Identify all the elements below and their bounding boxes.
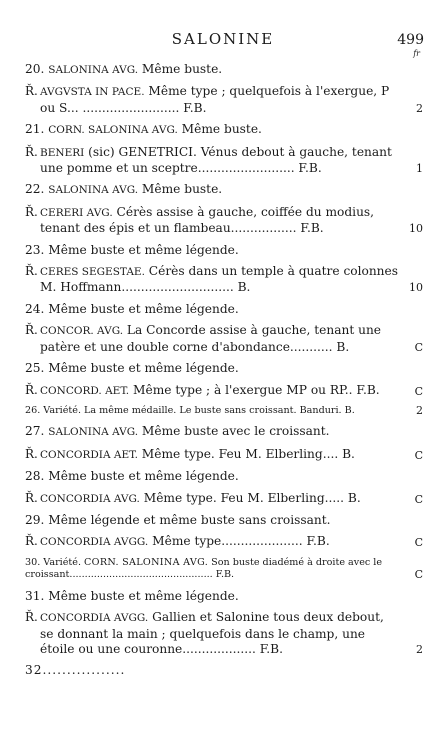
rarity: 10 [409,222,423,236]
entry-reverse: Ř. CONCORDIA AVG. Même type. Feu M. Elberling..... B. C [25,490,423,506]
legend: CONCOR. AVG. [40,325,124,338]
entry-reverse: Ř. CONCORDIA AET. Même type. Feu M. Elberling.... B. C [25,446,423,462]
legend: CONCORDIA AVG. [40,492,140,505]
rarity: C [414,568,423,582]
entry-reverse: Ř. BENERI (sic) GENETRICI. Vénus debout à gauche, tenant une pomme et un sceptre......................... F.B. 1 [25,144,423,176]
entry-obverse: 21. CORN. SALONINA AVG. Même buste. [25,122,262,137]
legend: SALONINA AVG. [48,184,139,197]
entry-reverse: Ř. CONCORDIA AVGG. Gallien et Salonine tous deux debout, se donnant la main ; quelquefois dans le champ, une étoile ou une couronne................... F.B. 2 [25,610,423,657]
rarity: 2 [416,403,423,417]
legend: CONCORDIA AVGG. [40,536,149,549]
entry-obverse: 20. SALONINA AVG. Même buste. [25,62,223,76]
legend: SALONINA AVG. [48,426,139,439]
reverse-mark: Ř. [25,264,38,279]
legend: CERES SEGESTAE. [40,266,145,279]
legend: AVGVSTA IN PACE. [40,86,145,99]
entry-obverse: 32................. [25,663,126,678]
rarity: 2 [416,643,423,657]
entry-reverse: Ř. CERERI AVG. Cérès assise à gauche, coiffée du modius, tenant des épis et un flambeau................. F.B. 10 [25,204,423,236]
rarity: C [414,384,423,398]
catalogue-entries [25,62,423,685]
entry-reverse: Ř. CONCORDIA AVGG. Même type..................... F.B. C [25,534,423,550]
entry-reverse: Ř. CONCOR. AVG. La Concorde assise à gauche, tenant une patère et une double corne d'abondance........... B. C [25,323,423,354]
legend: CONCORDIA AET. [40,448,138,461]
reverse-mark: Ř. [25,446,38,461]
entry-obverse: 29. Même légende et même buste sans croissant. [25,513,331,528]
reverse-mark: Ř. [25,323,38,338]
reverse-mark: Ř. [25,610,38,625]
entry-obverse: 28. Même buste et même légende. [25,469,239,484]
legend: CERERI AVG. [40,206,113,219]
legend: CONCORD. AET. [40,384,130,397]
rarity: C [414,340,423,354]
entry-obverse: 27. SALONINA AVG. Même buste avec le croissant. [25,424,330,439]
legend: CONCORDIA AVGG. [40,612,149,625]
rarity: 2 [416,101,423,115]
rarity: C [414,448,423,462]
running-header-title: SALONINE [171,30,275,48]
entry-variety: 30. Variété. CORN. SALONINA AVG. Son buste diadémé à droite avec le croissant............................................... F.B. C [25,556,423,582]
entry-obverse: 31. Même buste et même légende. [25,588,239,603]
reverse-mark: Ř. [25,490,38,505]
rarity: C [414,536,423,550]
reverse-mark: Ř. [25,144,38,159]
reverse-mark: Ř. [25,204,38,219]
reverse-mark: Ř. [25,534,38,549]
entry-obverse: 23. Même buste et même légende. [25,242,239,257]
legend: SALONINA AVG. [48,64,139,76]
rarity: C [414,492,423,506]
entry-variety: 26. Variété. La même médaille. Le buste sans croissant. Banduri. B. 2 [25,403,423,417]
legend: CORN. SALONINA AVG. [84,556,209,568]
rarity: 1 [416,162,423,176]
reverse-mark: Ř. [25,84,38,99]
reverse-mark: Ř. [25,382,38,397]
entry-obverse: 25. Même buste et même légende. [25,361,239,376]
entry-obverse: 24. Même buste et même légende. [25,301,239,316]
page-number: 499 [397,32,424,48]
signature-mark: fr [413,49,420,58]
legend: CORN. SALONINA AVG. [48,124,178,137]
entry-reverse: Ř. CONCORD. AET. Même type ; à l'exergue MP ou RP.. F.B. C [25,382,423,398]
rarity: 10 [409,281,423,295]
entry-reverse: Ř. CERES SEGESTAE. Cérès dans un temple à quatre colonnes M. Hoffmann............................. B. 10 [25,264,423,295]
entry-obverse: 22. SALONINA AVG. Même buste. [25,182,223,197]
entry-reverse: Ř. AVGVSTA IN PACE. Même type ; quelquefois à l'exergue, P ou S... ......................... F.B. 2 [25,84,423,115]
legend: BENERI [40,146,85,159]
